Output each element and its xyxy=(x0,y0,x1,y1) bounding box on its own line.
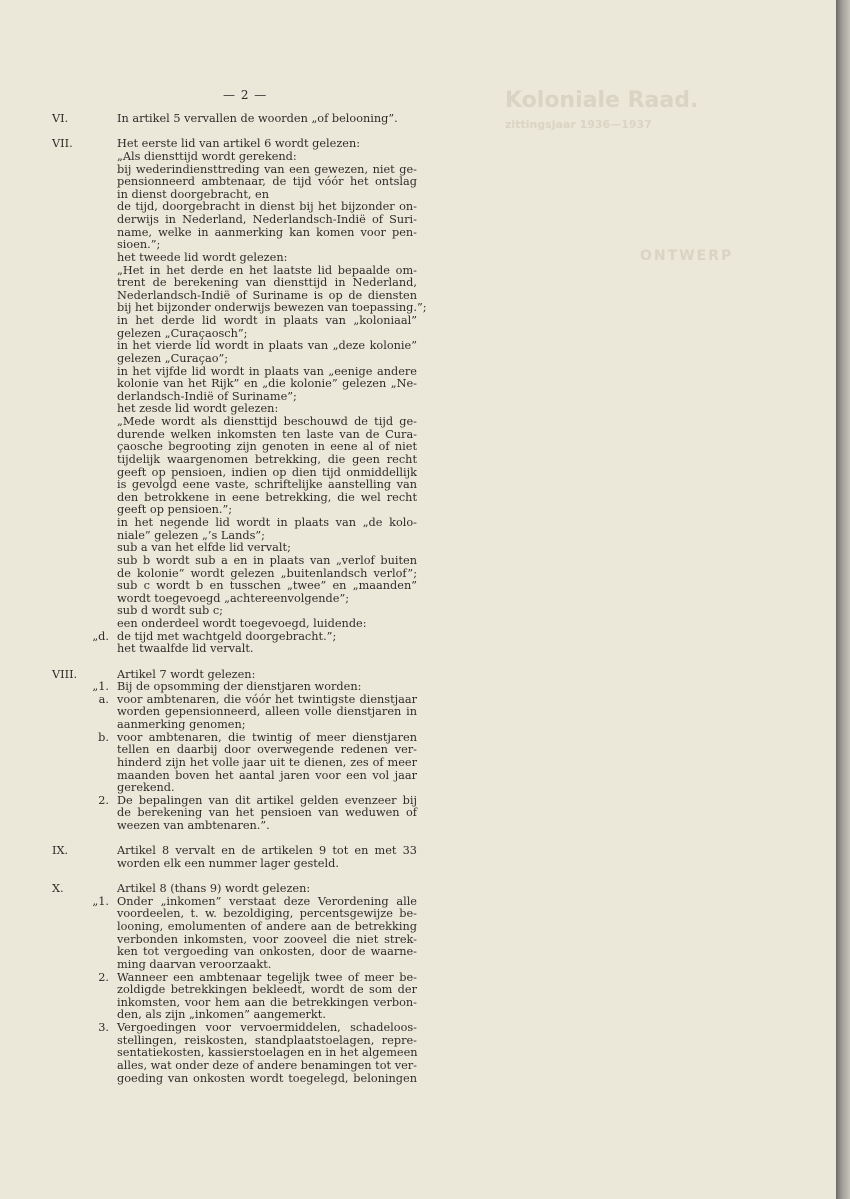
text-line xyxy=(0,959,836,972)
line-text: „Het in het derde en het laatste lid bepaalde om- xyxy=(117,263,417,277)
line-text: in het vijfde lid wordt in plaats van „eenige andere xyxy=(117,364,417,378)
text-line xyxy=(0,113,836,126)
line-text: Het eerste lid van artikel 6 wordt gelezen: xyxy=(117,137,361,151)
line-text: ming daarvan veroorzaakt. xyxy=(117,957,272,971)
line-text: sentatiekosten, kassierstoelagen en in het algemeen xyxy=(117,1046,418,1060)
line-text: worden gepensionneerd, alleen volle dienstjaren in xyxy=(117,705,417,719)
subitem-marker: 2. xyxy=(98,970,109,984)
line-text: Bij de opsomming der dienstjaren worden: xyxy=(117,680,362,694)
text-line xyxy=(0,580,836,593)
line-text: „Als diensttijd wordt gerekend: xyxy=(117,149,297,163)
line-text: verbonden inkomsten, voor zooveel die niet strek- xyxy=(117,932,417,946)
text-line xyxy=(0,138,836,151)
line-text: bij wederindiensttreding van een gewezen, niet ge- xyxy=(117,162,417,176)
subitem-marker: „d. xyxy=(92,629,109,643)
line-text: wordt toegevoegd „achtereenvolgende”; xyxy=(117,591,350,605)
text-line xyxy=(0,252,836,265)
line-text: geeft op pensioen.”; xyxy=(117,503,233,517)
line-text: in het negende lid wordt in plaats van „de kolo- xyxy=(117,516,417,529)
section-gap xyxy=(0,656,836,669)
page-number: — 2 — xyxy=(223,88,268,102)
line-text: niale” gelezen „’s Lands”; xyxy=(117,528,265,542)
line-text: goeding van onkosten wordt toegelegd, beloningen xyxy=(117,1071,417,1085)
text-line xyxy=(0,441,836,454)
subitem-marker: a. xyxy=(98,692,109,706)
text-line xyxy=(0,1047,836,1060)
line-text: worden elk een nummer lager gesteld. xyxy=(117,856,339,870)
line-text: sioen.”; xyxy=(117,238,161,252)
article-numeral: IX. xyxy=(52,844,69,858)
line-text: tijdelijk waargenomen betrekking, die geen recht xyxy=(117,452,417,466)
text-line xyxy=(0,782,836,795)
line-text: çaosche begrooting zijn genoten in eene al of niet xyxy=(117,440,417,454)
line-text: Onder „inkomen” verstaat deze Verordening alle xyxy=(117,894,417,908)
text-line xyxy=(0,744,836,757)
text-line xyxy=(0,1022,836,1035)
line-text: de berekening van het pensioen van weduwen of xyxy=(117,806,417,820)
line-text: alles, wat onder deze of andere benamingen tot ver- xyxy=(117,1058,417,1072)
line-text: pensionneerd ambtenaar, de tijd vóór het ontslag xyxy=(117,175,417,189)
line-text: in het derde lid wordt in plaats van „koloniaal” xyxy=(117,314,417,327)
line-text: voor ambtenaren, die twintig of meer dienstjaren xyxy=(117,730,417,744)
text-line xyxy=(0,340,836,353)
line-text: de tijd met wachtgeld doorgebracht.”; xyxy=(117,629,337,643)
text-line xyxy=(0,1060,836,1073)
article-numeral: VIII. xyxy=(52,667,78,681)
line-text: de tijd, doorgebracht in dienst bij het bijzonder on- xyxy=(117,200,417,214)
line-text: name, welke in aanmerking kan komen voor pen- xyxy=(117,225,417,239)
text-line xyxy=(0,643,836,656)
line-text: Artikel 7 wordt gelezen: xyxy=(117,667,256,681)
line-text: durende welken inkomsten ten laste van de Cura- xyxy=(117,427,417,441)
text-line xyxy=(0,921,836,934)
line-text: derwijs in Nederland, Nederlandsch-Indië of Suri- xyxy=(117,213,417,226)
line-text: gelezen „Curaçao”; xyxy=(117,351,229,365)
subitem-marker: „1. xyxy=(92,894,109,908)
subitem-marker: b. xyxy=(98,730,109,744)
text-line xyxy=(0,239,836,252)
subitem-marker: 2. xyxy=(98,793,109,807)
page-edge-shadow xyxy=(836,0,850,1199)
line-text: het tweede lid wordt gelezen: xyxy=(117,250,288,264)
article-numeral: X. xyxy=(52,882,64,896)
line-text: het twaalfde lid vervalt. xyxy=(117,642,254,656)
text-line xyxy=(0,151,836,164)
line-text: hinderd zijn het volle jaar uit te dienen, zes of meer xyxy=(117,755,417,769)
line-text: looning, emolumenten of andere aan de betrekking xyxy=(117,920,417,933)
text-line xyxy=(0,883,836,896)
text-line xyxy=(0,176,836,189)
line-text: derlandsch-Indië of Suriname”; xyxy=(117,389,297,403)
text-line xyxy=(0,479,836,492)
text-line xyxy=(0,277,836,290)
line-text: een onderdeel wordt toegevoegd, luidende: xyxy=(117,617,367,630)
line-text: kolonie van het Rijk” en „die kolonie” gelezen „Ne- xyxy=(117,377,417,391)
line-text: trent de berekening van diensttijd in Nederland, xyxy=(117,276,417,290)
line-text: inkomsten, voor hem aan die betrekkingen verbon- xyxy=(117,995,417,1009)
show-through-title: Koloniale Raad. xyxy=(505,88,699,113)
text-line xyxy=(0,353,836,366)
line-text: De bepalingen van dit artikel gelden evenzeer bij xyxy=(117,793,417,807)
line-text: Nederlandsch-Indië of Suriname is op de diensten xyxy=(117,288,417,302)
text-line xyxy=(0,681,836,694)
text-line xyxy=(0,858,836,871)
line-text: ken tot vergoeding van onkosten, door de waarne- xyxy=(117,945,417,959)
line-text: in het vierde lid wordt in plaats van „deze kolonie” xyxy=(117,339,417,353)
text-line xyxy=(0,315,836,328)
line-text: sub a van het elfde lid vervalt; xyxy=(117,541,291,555)
text-line xyxy=(0,845,836,858)
line-text: tellen en daarbij door overwegende redenen ver- xyxy=(117,743,417,757)
line-text: Artikel 8 (thans 9) wordt gelezen: xyxy=(117,882,311,896)
text-line xyxy=(0,1073,836,1086)
line-text: gerekend. xyxy=(117,781,175,795)
line-text: In artikel 5 vervallen de woorden „of belooning”. xyxy=(117,112,398,125)
line-text: weezen van ambtenaren.”. xyxy=(117,819,270,832)
line-text: geeft op pensioen, indien op dien tijd onmiddellijk xyxy=(117,465,417,479)
line-text: den, als zijn „inkomen” aangemerkt. xyxy=(117,1008,326,1022)
line-text: Wanneer een ambtenaar tegelijk twee of meer be- xyxy=(117,970,417,984)
line-text: „Mede wordt als diensttijd beschouwd de tijd ge- xyxy=(117,415,417,428)
article-numeral: VI. xyxy=(52,112,69,125)
text-line xyxy=(0,454,836,467)
text-line xyxy=(0,214,836,227)
line-text: aanmerking genomen; xyxy=(117,718,246,731)
line-text: zoldigde betrekkingen bekleedt, wordt de som der xyxy=(117,983,417,997)
line-text: voordeelen, t. w. bezoldiging, percentsgewijze be- xyxy=(117,907,417,921)
text-line xyxy=(0,517,836,530)
text-line xyxy=(0,618,836,631)
line-text: Artikel 8 vervalt en de artikelen 9 tot en met 33 xyxy=(117,844,417,858)
line-text: sub c wordt b en tusschen „twee” en „maanden” xyxy=(117,579,417,593)
text-line xyxy=(0,542,836,555)
text-line xyxy=(0,757,836,770)
text-line xyxy=(0,378,836,391)
text-line xyxy=(0,719,836,732)
line-text: de kolonie” wordt gelezen „buitenlandsch verlof”; xyxy=(117,566,417,580)
text-line xyxy=(0,820,836,833)
document-body xyxy=(0,113,836,1085)
text-line xyxy=(0,416,836,429)
line-text: sub d wordt sub c; xyxy=(117,604,223,618)
line-text: het zesde lid wordt gelezen: xyxy=(117,402,279,416)
article-numeral: VII. xyxy=(52,137,73,151)
line-text: sub b wordt sub a en in plaats van „verlof buiten xyxy=(117,553,417,567)
line-text: in dienst doorgebracht, en xyxy=(117,187,270,201)
line-text: gelezen „Curaçaosch”; xyxy=(117,326,248,340)
line-text: stellingen, reiskosten, standplaatstoelagen, repre- xyxy=(117,1033,417,1047)
subitem-marker: 3. xyxy=(98,1021,109,1034)
show-through-heading: ONTWERP xyxy=(640,248,734,264)
show-through-subtitle: zittingsjaar 1936—1937 xyxy=(505,118,652,131)
subitem-marker: „1. xyxy=(92,680,109,694)
line-text: is gevolgd eene vaste, schriftelijke aanstelling van xyxy=(117,478,417,492)
line-text: den betrokkene in eene betrekking, die wel recht xyxy=(117,490,417,504)
line-text: voor ambtenaren, die vóór het twintigste dienstjaar xyxy=(117,692,417,706)
text-line xyxy=(0,946,836,959)
line-text: bij het bijzonder onderwijs bewezen van toepassing.”; xyxy=(117,301,427,315)
text-line xyxy=(0,555,836,568)
line-text: maanden boven het aantal jaren voor een vol jaar xyxy=(117,768,417,782)
text-line xyxy=(0,984,836,997)
line-text: Vergoedingen voor vervoermiddelen, schadeloos- xyxy=(117,1021,417,1034)
